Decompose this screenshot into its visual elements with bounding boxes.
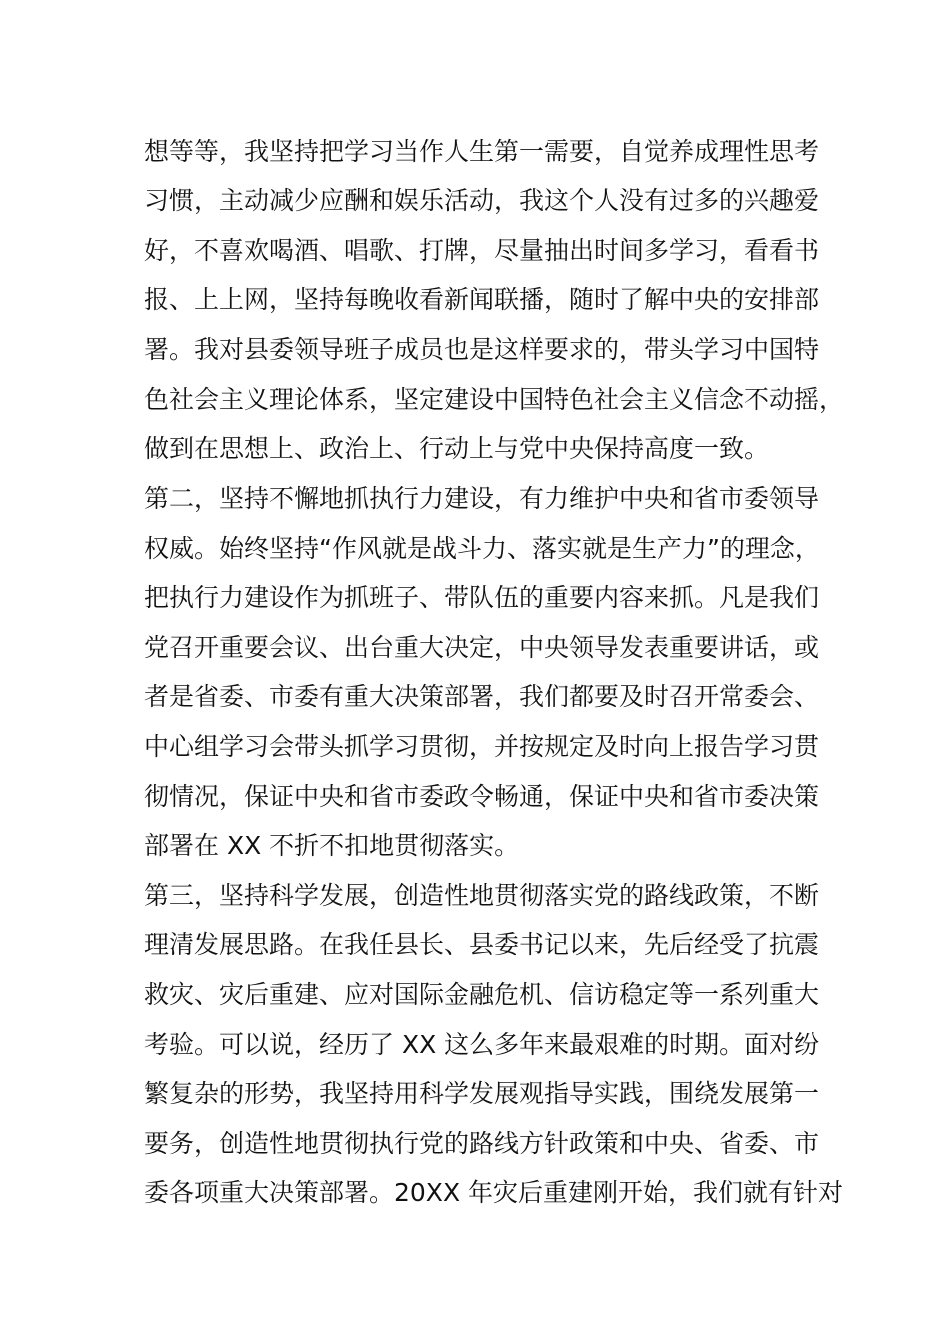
text-line: 理清发展思路。在我任县长、县委书记以来，先后经受了抗震 bbox=[144, 930, 820, 959]
text-line: 党召开重要会议、出台重大决定，中央领导发表重要讲话，或 bbox=[144, 633, 820, 662]
text-line: 者是省委、市委有重大决策部署，我们都要及时召开常委会、 bbox=[144, 682, 820, 711]
text-line: 署。我对县委领导班子成员也是这样要求的，带头学习中国特 bbox=[144, 335, 820, 364]
text-line: 救灾、灾后重建、应对国际金融危机、信访稳定等一系列重大 bbox=[144, 980, 820, 1009]
text-line: 色社会主义理论体系，坚定建设中国特色社会主义信念不动摇， bbox=[144, 385, 845, 414]
text-line: 中心组学习会带头抓学习贯彻，并按规定及时向上报告学习贯 bbox=[144, 732, 820, 761]
text-line: 做到在思想上、政治上、行动上与党中央保持高度一致。 bbox=[144, 434, 770, 463]
text-line: 考验。可以说，经历了 XX 这么多年来最艰难的时期。面对纷 bbox=[144, 1030, 820, 1059]
text-line: 第二，坚持不懈地抓执行力建设，有力维护中央和省市委领导 bbox=[144, 484, 820, 513]
text-line: 权威。始终坚持“作风就是战斗力、落实就是生产力”的理念， bbox=[144, 534, 820, 563]
text-line: 部署在 XX 不折不扣地贯彻落实。 bbox=[144, 831, 520, 860]
text-line: 委各项重大决策部署。20XX 年灾后重建刚开始，我们就有针对 bbox=[144, 1178, 844, 1207]
text-line: 报、上上网，坚持每晚收看新闻联播，随时了解中央的安排部 bbox=[144, 285, 820, 314]
text-line: 第三，坚持科学发展，创造性地贯彻落实党的路线政策，不断 bbox=[144, 881, 820, 910]
text-line: 想等等，我坚持把学习当作人生第一需要，自觉养成理性思考 bbox=[144, 137, 820, 166]
text-line: 繁复杂的形势，我坚持用科学发展观指导实践，围绕发展第一 bbox=[144, 1079, 820, 1108]
text-line: 要务，创造性地贯彻执行党的路线方针政策和中央、省委、市 bbox=[144, 1129, 820, 1158]
text-line: 把执行力建设作为抓班子、带队伍的重要内容来抓。凡是我们 bbox=[144, 583, 820, 612]
text-line: 好，不喜欢喝酒、唱歌、打牌，尽量抽出时间多学习，看看书 bbox=[144, 236, 820, 265]
text-line: 习惯，主动减少应酬和娱乐活动，我这个人没有过多的兴趣爱 bbox=[144, 186, 820, 215]
text-line: 彻情况，保证中央和省市委政令畅通，保证中央和省市委决策 bbox=[144, 782, 820, 811]
